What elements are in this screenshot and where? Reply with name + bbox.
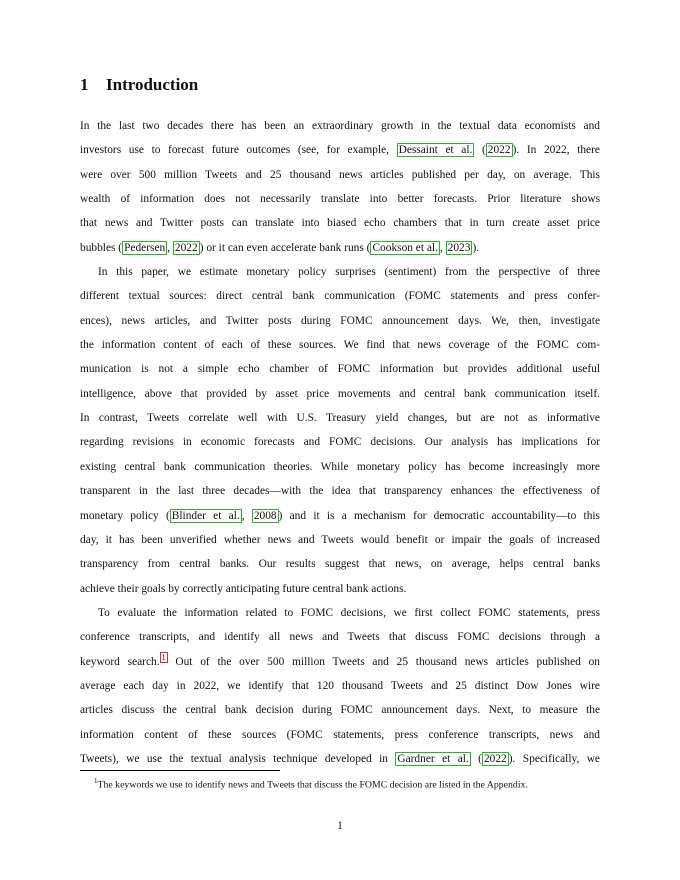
text-run: conference transcripts, and identify all news and Tweets that discuss FOMC decisions through a xyxy=(80,631,600,644)
text-run: average each day in 2022, we identify that 120 thousand Tweets and 25 distinct Dow Jones wire xyxy=(80,679,600,692)
text-run: monetary policy ( xyxy=(80,509,170,522)
text-run: regarding revisions in economic forecasts and FOMC decisions. Our analysis has implications for xyxy=(80,436,600,449)
text-run: existing central bank communication theories. While monetary policy has become increasingly more xyxy=(80,460,600,473)
text-run: ). In 2022, there xyxy=(512,144,600,157)
text-line xyxy=(80,723,600,747)
text-run: transparent in the last three decades—with the idea that transparency enhances the effectiveness of xyxy=(80,485,600,498)
text-line xyxy=(80,357,600,381)
text-run: To evaluate the information related to FOMC decisions, we first collect FOMC statements, press xyxy=(98,606,600,619)
text-line xyxy=(80,552,600,576)
text-run: intelligence, above that provided by asset price movements and central bank communication itself. xyxy=(80,387,600,400)
text-line xyxy=(80,284,600,308)
text-run: ). xyxy=(472,241,480,254)
text-run: Out of the over 500 million Tweets and 25 thousand news articles published on xyxy=(167,655,601,668)
text-run: In contrast, Tweets correlate well with U.S. Treasury yield changes, but are not as informative xyxy=(80,412,600,425)
paragraph xyxy=(80,114,600,260)
text-line xyxy=(80,138,600,162)
text-run: In this paper, we estimate monetary policy surprises (sentiment) from the perspective of three xyxy=(98,266,600,279)
text-line xyxy=(80,309,600,333)
footnote-mark: 1 xyxy=(94,777,98,785)
text-run: munication is not a simple echo chamber of FOMC information but provides additional useful xyxy=(80,363,600,376)
text-run: , xyxy=(167,241,173,254)
text-line xyxy=(80,430,600,454)
paragraph xyxy=(80,601,600,771)
text-run: different textual sources: direct central bank communication (FOMC statements and press confer- xyxy=(80,290,600,303)
text-line xyxy=(80,236,600,260)
text-run: bubbles ( xyxy=(80,241,123,254)
citation-link[interactable]: Pedersen xyxy=(124,241,166,254)
citation-link[interactable]: Cookson et al. xyxy=(372,241,438,254)
citation-link[interactable]: Gardner et al. xyxy=(397,752,469,765)
text-run: investors use to forecast future outcomes (see, for example, xyxy=(80,144,397,157)
text-line xyxy=(80,650,600,674)
text-run: wealth of information does not necessarily translate into better forecasts. Prior literature shows xyxy=(80,193,600,206)
citation-link[interactable]: Blinder et al. xyxy=(171,509,240,522)
text-line xyxy=(80,455,600,479)
text-run: ) or it can even accelerate bank runs ( xyxy=(199,241,371,254)
text-line xyxy=(80,163,600,187)
text-line xyxy=(80,187,600,211)
text-run: ( xyxy=(474,144,486,157)
citation-link[interactable]: 2022 xyxy=(174,241,198,254)
text-line xyxy=(80,504,600,528)
text-run: ). Specifically, we xyxy=(508,752,600,765)
text-line xyxy=(80,601,600,625)
paragraph xyxy=(80,260,600,601)
footnote-text: The keywords we use to identify news and Tweets that discuss the FOMC decision are listed in the Appendix. xyxy=(97,779,528,791)
text-line xyxy=(80,211,600,235)
footnote-rule xyxy=(80,770,280,771)
text-run: ( xyxy=(470,752,482,765)
text-run: information content of these sources (FOMC statements, press conference transcripts, news and xyxy=(80,728,600,741)
text-line xyxy=(80,333,600,357)
text-line xyxy=(80,577,600,601)
text-line xyxy=(80,625,600,649)
text-run: articles discuss the central bank decision during FOMC announcement days. Next, to measure the xyxy=(80,704,600,717)
text-run: were over 500 million Tweets and 25 thousand news articles published per day, on average. This xyxy=(80,168,600,181)
citation-link[interactable]: 2023 xyxy=(447,241,471,254)
text-run: Tweets), we use the textual analysis technique developed in xyxy=(80,752,396,765)
text-line xyxy=(80,479,600,503)
text-run: transparency from central banks. Our results suggest that news, on average, helps central banks xyxy=(80,558,600,571)
footnote xyxy=(80,774,600,792)
citation-link[interactable]: 2022 xyxy=(487,144,511,157)
citation-link[interactable]: 2008 xyxy=(253,509,277,522)
text-run: ) and it is a mechanism for democratic accountability—to this xyxy=(278,509,600,522)
body-text xyxy=(80,114,600,771)
page-number: 1 xyxy=(337,820,343,832)
citation-link[interactable]: 2022 xyxy=(483,752,507,765)
text-line xyxy=(80,406,600,430)
text-line xyxy=(80,528,600,552)
text-run: the information content of each of these sources. We find that news coverage of the FOMC com- xyxy=(80,339,600,352)
text-run: ences), news articles, and Twitter posts during FOMC announcement days. We, then, investigate xyxy=(80,314,600,327)
text-line xyxy=(80,674,600,698)
text-line xyxy=(80,747,600,771)
text-run: , xyxy=(241,509,252,522)
text-line xyxy=(80,698,600,722)
text-run: keyword search. xyxy=(80,655,160,668)
text-line xyxy=(80,260,600,284)
citation-link[interactable]: Dessaint et al. xyxy=(398,144,473,157)
text-run: that news and Twitter posts can translate into biased echo chambers that in turn create asset price xyxy=(80,217,600,230)
text-run: achieve their goals by correctly anticipating future central bank actions. xyxy=(80,582,407,595)
section-number: 1 xyxy=(80,75,89,94)
text-run: In the last two decades there has been an extraordinary growth in the textual data economists and xyxy=(80,120,600,132)
text-run: , xyxy=(439,241,446,254)
footnote-reference[interactable]: 1 xyxy=(161,652,166,662)
text-line xyxy=(80,382,600,406)
section-heading xyxy=(80,75,198,95)
text-run: day, it has been unverified whether news and Tweets would benefit or impair the goals of increased xyxy=(80,533,600,546)
text-line xyxy=(80,114,600,138)
section-title: Introduction xyxy=(106,75,199,94)
